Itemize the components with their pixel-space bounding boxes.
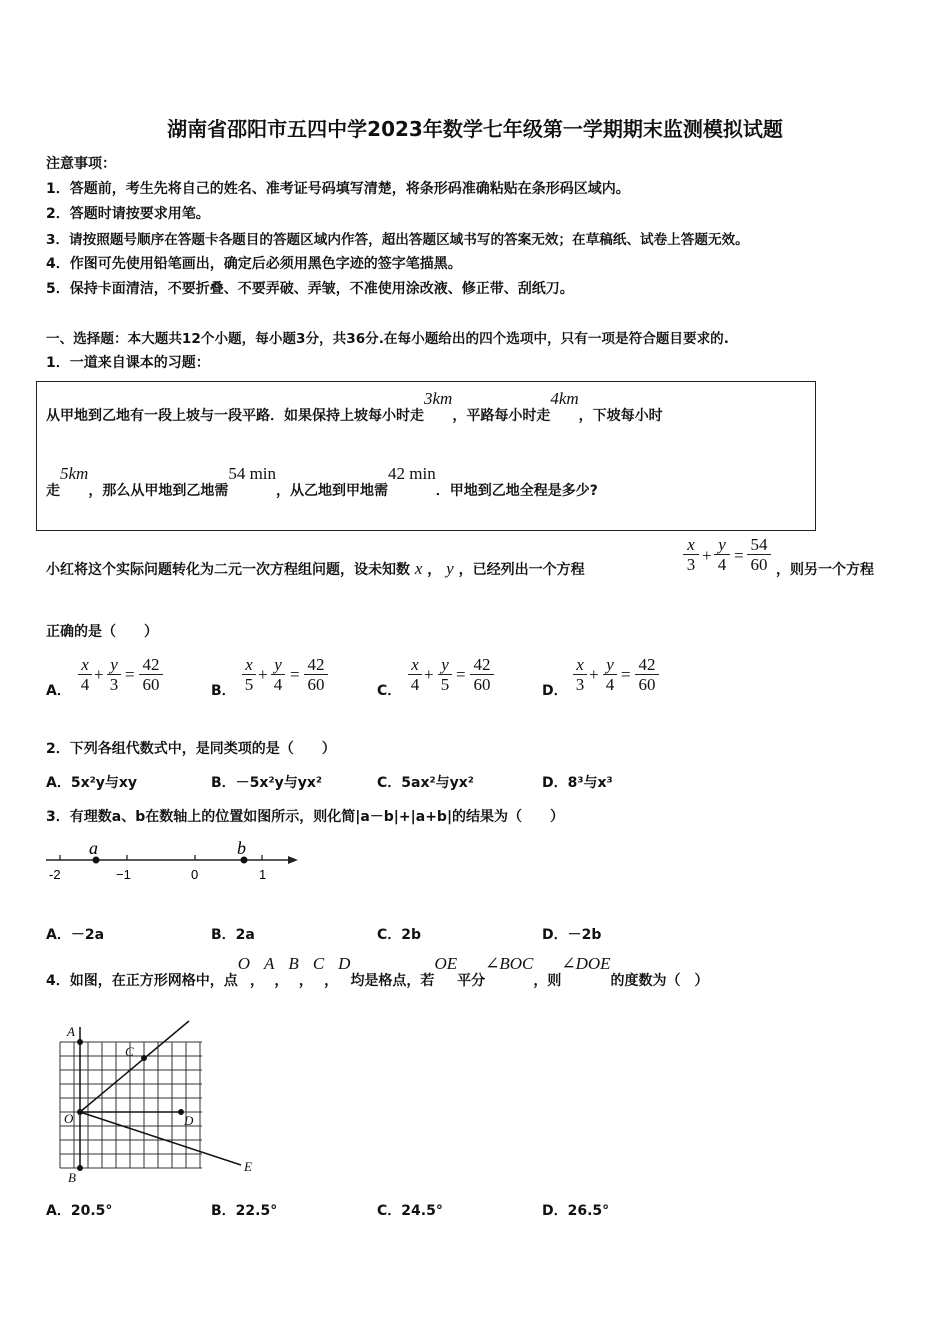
page-title: 湖南省邵阳市五四中学2023年数学七年级第一学期期末监测模拟试题: [167, 117, 783, 141]
section-heading: 一、选择题：本大题共12个小题，每小题3分，共36分.在每小题给出的四个选项中，只有一项是符合题目要求的.: [46, 331, 729, 347]
q3-stem: 3．有理数a、b在数轴上的位置如图所示，则化简|a－b|+|a+b|的结果为（ ）: [46, 809, 565, 825]
q2-option-b[interactable]: B．－5x²y与yx²: [211, 775, 322, 791]
q3-number-line: [40, 836, 305, 886]
q1-stem: 1．一道来自课本的习题：: [46, 355, 210, 371]
q1-text-line2: 正确的是（ ）: [46, 624, 158, 640]
note-item: 5．保持卡面清洁，不要折叠、不要弄破、弄皱，不准使用涂改液、修正带、刮纸刀。: [46, 281, 574, 297]
fig-label: A: [67, 1024, 75, 1039]
fig-label: E: [244, 1159, 252, 1174]
note-item: 2．答题时请按要求用笔。: [46, 206, 210, 222]
tick-label: −1: [116, 867, 131, 882]
q3-option-d[interactable]: D．－2b: [542, 927, 602, 943]
tick-label: 1: [259, 867, 267, 882]
q4-option-c[interactable]: C．24.5°: [377, 1203, 443, 1219]
fig-label: C: [125, 1044, 134, 1059]
q4-option-b[interactable]: B．22.5°: [211, 1203, 278, 1219]
q1-box-line1: 从甲地到乙地有一段上坡与一段平路．如果保持上坡每小时走3km，平路每小时走4km，下坡每小时: [46, 389, 663, 424]
q3-option-c[interactable]: C．2b: [377, 927, 422, 943]
q4-option-d[interactable]: D．26.5°: [542, 1203, 610, 1219]
q4-grid-figure: [55, 1015, 270, 1190]
q2-option-a[interactable]: A．5x²y与xy: [46, 775, 138, 791]
tick-label: -2: [49, 867, 61, 882]
note-item: 4．作图可先使用铅笔画出，确定后必须用黑色字迹的签字笔描黑。: [46, 256, 462, 272]
q4-option-a[interactable]: A．20.5°: [46, 1203, 113, 1219]
q1-text-line1: 小红将这个实际问题转化为二元一次方程组问题，设未知数 x ， y ，已经列出一个方程: [46, 559, 585, 578]
point-a-label: a: [89, 838, 98, 858]
fig-label: B: [68, 1170, 76, 1185]
q1-box-line2: 走5km，那么从甲地到乙地需54 min，从乙地到甲地需42 min．甲地到乙地全程是多少?: [46, 464, 598, 499]
q3-option-a[interactable]: A．－2a: [46, 927, 105, 943]
fig-label: D: [184, 1113, 194, 1128]
note-item: 3．请按照题号顺序在答题卡各题目的答题区域内作答，超出答题区域书写的答案无效；在草稿纸、试卷上答题无效。: [46, 232, 749, 248]
point-b-label: b: [237, 838, 246, 858]
q2-option-c[interactable]: C．5ax²与yx²: [377, 775, 474, 791]
q2-stem: 2．下列各组代数式中，是同类项的是（ ）: [46, 741, 336, 757]
q4-stem: 4．如图，在正方形网格中，点O，A，B，C，D均是格点，若OE平分∠BOC，则∠DOE的度数为（ ）: [46, 954, 709, 989]
notes-header: 注意事项：: [46, 156, 116, 172]
tick-label: 0: [191, 867, 199, 882]
q1-text-line1-end: ，则另一个方程: [776, 562, 874, 578]
note-item: 1．答题前，考生先将自己的姓名、准考证号码填写清楚，将条形码准确粘贴在条形码区域内。: [46, 181, 630, 197]
q2-option-d[interactable]: D．8³与x³: [542, 775, 613, 791]
q3-option-b[interactable]: B．2a: [211, 927, 255, 943]
fig-label: O: [64, 1111, 74, 1126]
